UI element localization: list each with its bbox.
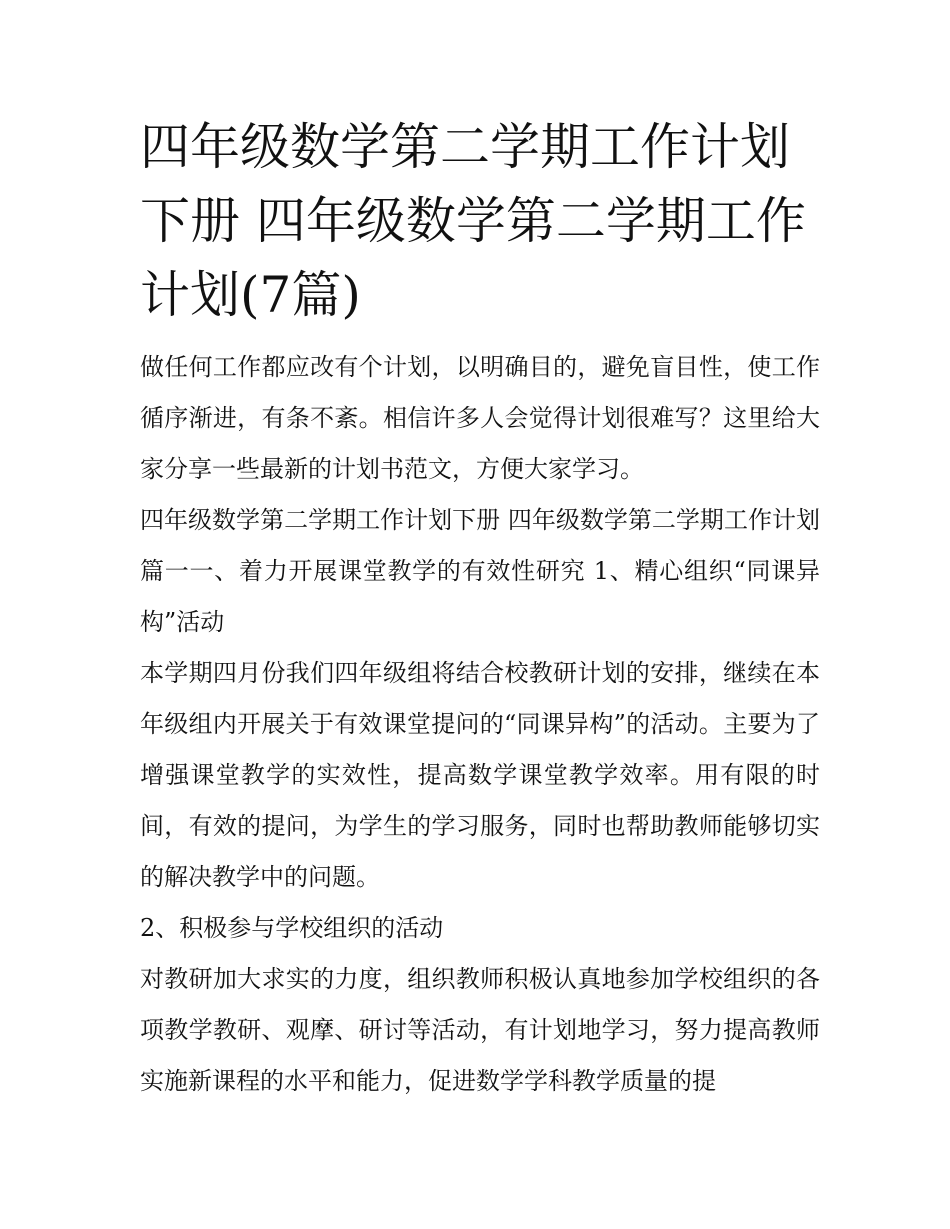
body-paragraph: 本学期四月份我们四年级组将结合校教研计划的安排，继续在本年级组内开展关于有效课堂提问的“同课异构”的活动。主要为了增强课堂教学的实效性，提高数学课堂教学效率。用有限的时间，有效的提问，为学生的学习服务，同时也帮助教师能够切实的解决教学中的问题。 [140, 659, 820, 891]
document-content [140, 110, 820, 1107]
body-paragraph: 对教研加大求实的力度，组织教师积极认真地参加学校组织的各项教学教研、观摩、研讨等活动，有计划地学习，努力提高教师实施新课程的水平和能力，促进数学学科教学质量的提 [140, 965, 820, 1095]
intro-paragraph: 做任何工作都应改有个计划，以明确目的，避免盲目性，使工作循序渐进，有条不紊。相信许多人会觉得计划很难写？这里给大家分享一些最新的计划书范文，方便大家学习。 [140, 353, 820, 483]
section-heading-paragraph: 四年级数学第二学期工作计划下册 四年级数学第二学期工作计划篇一一、着力开展课堂教学的有效性研究 1、精心组织“同课异构”活动 [140, 506, 820, 636]
document-title: 四年级数学第二学期工作计划下册 四年级数学第二学期工作计划(7篇) [140, 118, 806, 324]
subsection-heading: 2、积极参与学校组织的活动 [140, 914, 444, 942]
